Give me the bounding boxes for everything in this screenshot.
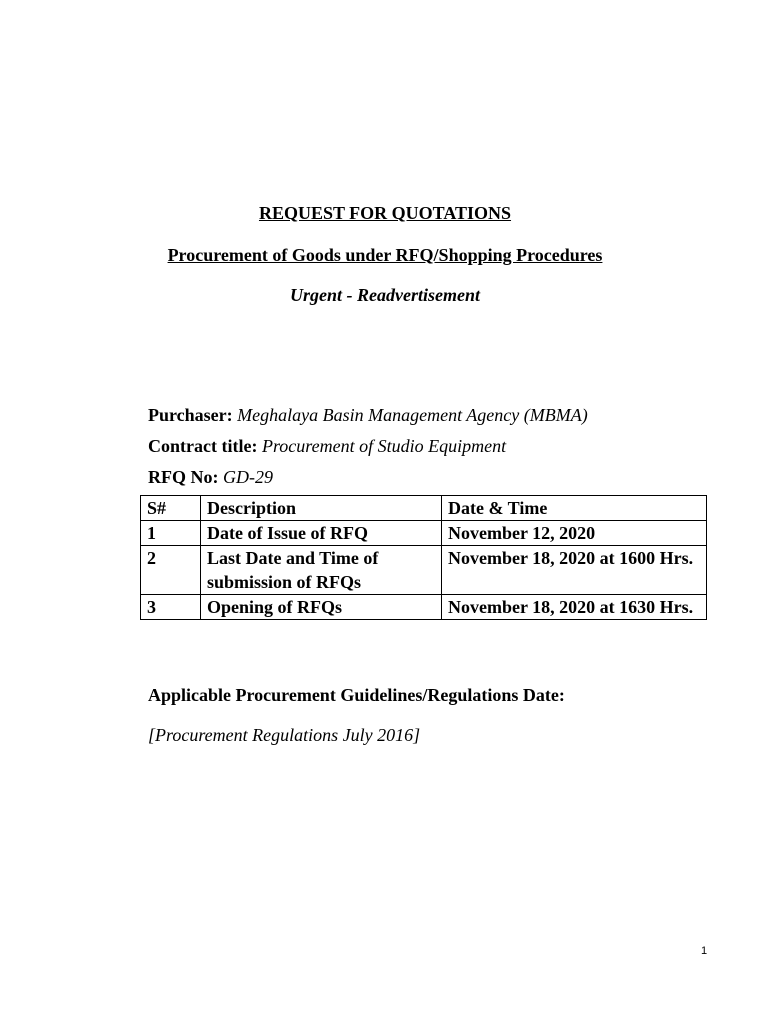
purchaser-label: Purchaser:: [148, 405, 233, 425]
row-description: Opening of RFQs: [201, 595, 442, 620]
urgent-notice: Urgent - Readvertisement: [290, 285, 480, 305]
row-serial: 3: [141, 595, 201, 620]
row-serial: 2: [141, 546, 201, 595]
guidelines-heading: Applicable Procurement Guidelines/Regulations Date:: [148, 685, 565, 705]
page-number: 1: [701, 945, 708, 957]
document-title: REQUEST FOR QUOTATIONS: [258, 203, 512, 223]
table-row: [141, 546, 707, 595]
row-description: Date of Issue of RFQ: [201, 521, 442, 546]
rfq-number-line: [148, 466, 273, 488]
schedule-table: [140, 495, 707, 620]
row-serial: 1: [141, 521, 201, 546]
contract-title-line: [148, 435, 506, 457]
rfq-number-value: GD-29: [223, 467, 273, 487]
row-date-time: November 12, 2020: [442, 521, 707, 546]
schedule-header-row: [141, 496, 707, 521]
table-row: [141, 521, 707, 546]
header-description: Description: [201, 496, 442, 521]
rfq-number-label: RFQ No:: [148, 467, 219, 487]
table-row: [141, 595, 707, 620]
contract-title-label: Contract title:: [148, 436, 258, 456]
contract-title-value: Procurement of Studio Equipment: [261, 436, 507, 456]
purchaser-line: [148, 404, 588, 426]
guidelines-value: [Procurement Regulations July 2016]: [148, 725, 421, 745]
header-serial: S#: [141, 496, 201, 521]
row-date-time: November 18, 2020 at 1630 Hrs.: [442, 595, 707, 620]
document-subtitle: Procurement of Goods under RFQ/Shopping Procedures: [167, 245, 603, 265]
row-description: Last Date and Time of submission of RFQs: [201, 546, 442, 595]
header-date-time: Date & Time: [442, 496, 707, 521]
purchaser-value: Meghalaya Basin Management Agency (MBMA): [237, 405, 588, 425]
row-date-time: November 18, 2020 at 1600 Hrs.: [442, 546, 707, 595]
